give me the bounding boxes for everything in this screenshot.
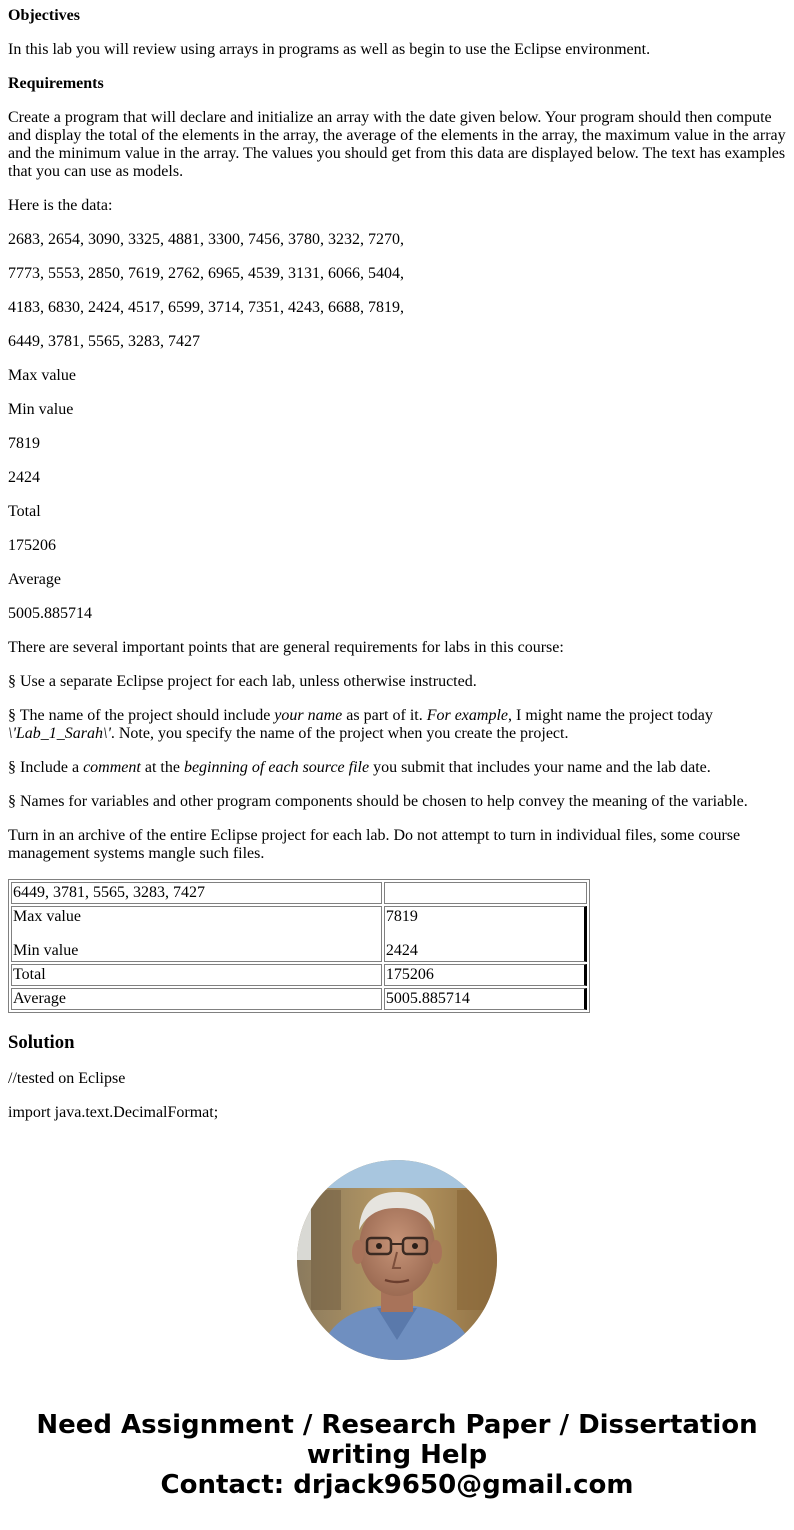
table-cell — [11, 906, 382, 962]
requirements-heading: Requirements — [8, 75, 104, 92]
table-max-value: 7819 — [385, 908, 418, 925]
cta-line-2: writing Help — [306, 1440, 488, 1470]
max-value: 7819 — [8, 435, 40, 452]
table-row — [11, 988, 587, 1010]
min-value: 2424 — [8, 469, 40, 486]
bullet-separate-project: § Use a separate Eclipse project for each lab, unless otherwise instructed. — [8, 673, 477, 690]
cta-contact-email: Contact: drjack9650@gmail.com — [160, 1470, 634, 1500]
table-min-label: Min value — [13, 942, 79, 959]
general-intro: There are several important points that are general requirements for labs in this course: — [8, 639, 564, 656]
table-min-value: 2424 — [385, 942, 418, 959]
results-table — [8, 879, 590, 1013]
data-line-3: 4183, 6830, 2424, 4517, 6599, 3714, 7351, 4243, 6688, 7819, — [8, 299, 404, 316]
turn-in-text: Turn in an archive of the entire Eclipse project for each lab. Do not attempt to turn in individual files, some course management systems mangle such files. — [8, 827, 741, 862]
document-body — [0, 7, 794, 1122]
min-label: Min value — [8, 401, 74, 418]
table-row — [11, 964, 587, 986]
max-label: Max value — [8, 367, 76, 384]
data-line-2: 7773, 5553, 2850, 7619, 2762, 6965, 4539, 3131, 6066, 5404, — [8, 265, 404, 282]
author-avatar — [297, 1160, 497, 1360]
table-row — [11, 906, 587, 962]
bullet-variable-names: § Names for variables and other program components should be chosen to help convey the meaning of the variable. — [8, 793, 748, 810]
bullet-project-name: § The name of the project should include your name as part of it. For example, I might name the project today \'Lab_1_Sarah\'. Note, you specify the name of the project when you create the project. — [8, 707, 713, 742]
total-value: 175206 — [8, 537, 56, 554]
table-cell — [384, 882, 587, 904]
table-average-value: 5005.885714 — [384, 988, 587, 1010]
data-line-1: 2683, 2654, 3090, 3325, 4881, 3300, 7456, 3780, 3232, 7270, — [8, 231, 404, 248]
solution-line-1: //tested on Eclipse — [8, 1070, 126, 1087]
data-intro: Here is the data: — [8, 197, 113, 214]
average-label: Average — [8, 571, 61, 588]
table-row — [11, 882, 587, 904]
table-cell — [384, 906, 587, 962]
table-total-label: Total — [11, 964, 382, 986]
solution-line-2: import java.text.DecimalFormat; — [8, 1104, 219, 1121]
total-label: Total — [8, 503, 41, 520]
objectives-text: In this lab you will review using arrays in programs as well as begin to use the Eclipse environment. — [8, 41, 651, 58]
solution-heading: Solution — [8, 1032, 75, 1053]
avatar-image — [297, 1160, 497, 1360]
bullet-comment: § Include a comment at the beginning of each source file you submit that includes your name and the lab date. — [8, 759, 711, 776]
average-value: 5005.885714 — [8, 605, 92, 622]
table-total-value: 175206 — [384, 964, 587, 986]
table-max-label: Max value — [13, 908, 81, 925]
table-average-label: Average — [11, 988, 382, 1010]
data-line-4: 6449, 3781, 5565, 3283, 7427 — [8, 333, 200, 350]
requirements-text: Create a program that will declare and initialize an array with the date given below. Your program should then compute and display the total of the elements in the array, the average of the elements in the array, the maximum value in the array and the minimum value in the array. The values you should get from this data are displayed below. The text has examples that you can use as models. — [8, 109, 786, 180]
objectives-heading: Objectives — [8, 7, 80, 24]
contact-banner — [0, 1410, 794, 1500]
table-cell: 6449, 3781, 5565, 3283, 7427 — [11, 882, 382, 904]
cta-line-1: Need Assignment / Research Paper / Dissertation — [36, 1410, 758, 1440]
